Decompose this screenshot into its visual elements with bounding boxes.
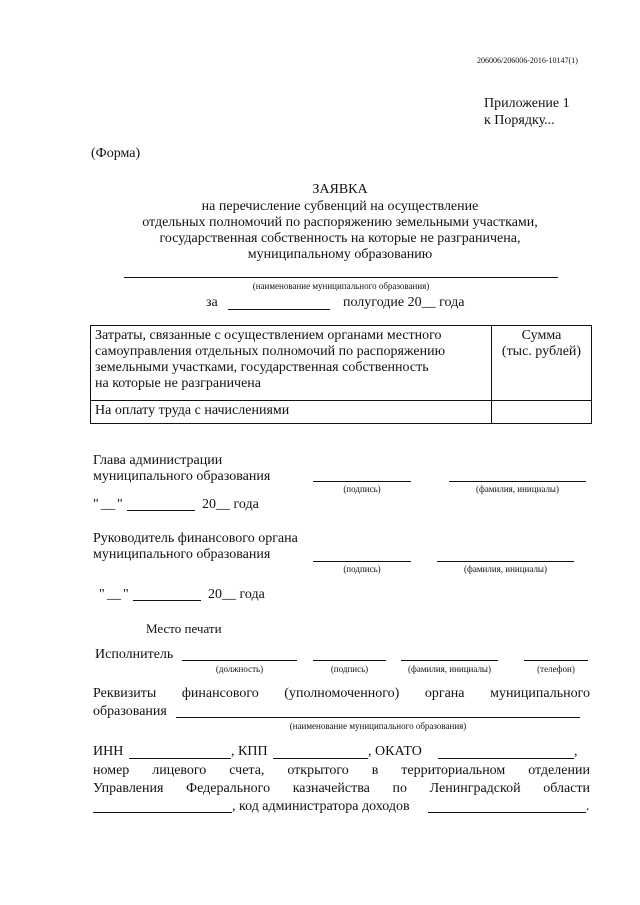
form-label: (Форма) bbox=[91, 146, 141, 161]
kpp-label: , КПП bbox=[231, 744, 268, 759]
appendix-line-1: Приложение 1 bbox=[484, 96, 570, 111]
head-admin-sign-line bbox=[313, 481, 411, 482]
period-blank-line bbox=[228, 309, 330, 310]
treasury-word: Ленинградской bbox=[429, 781, 521, 796]
treasury-word: Управления bbox=[93, 781, 164, 796]
account-word: отделении bbox=[528, 763, 590, 778]
requisites-line-1 bbox=[93, 686, 590, 702]
head-admin-date-quote-close: " bbox=[117, 497, 123, 512]
municipality-name-line bbox=[124, 277, 558, 278]
account-word: в bbox=[371, 763, 379, 778]
finance-head-date-year: 20__ года bbox=[208, 587, 265, 602]
account-word: открытого bbox=[287, 763, 349, 778]
executor-position-line bbox=[182, 660, 297, 661]
header-cell-sum bbox=[492, 326, 592, 401]
treasury-blank-line bbox=[93, 812, 232, 813]
table-row bbox=[91, 401, 592, 424]
treasury-word: Федерального bbox=[186, 781, 271, 796]
treasury-word: казначейства bbox=[292, 781, 370, 796]
inn-blank-line bbox=[129, 758, 231, 759]
header-expenses-line-4: на которые не разграничена bbox=[95, 376, 262, 391]
head-admin-sign-hint: (подпись) bbox=[343, 484, 381, 494]
header-sum-line-1: Сумма bbox=[521, 328, 562, 343]
requisites-name-hint: (наименование муниципального образования) bbox=[289, 721, 467, 731]
requisites-name-line bbox=[176, 717, 580, 718]
expenses-table bbox=[90, 325, 592, 424]
treasury-word: по bbox=[392, 781, 407, 796]
head-admin-name-line bbox=[449, 481, 586, 482]
period-suffix: полугодие 20__ года bbox=[343, 295, 465, 310]
title-line-4: муниципальному образованию bbox=[247, 247, 433, 262]
head-admin-line-1: Глава администрации bbox=[93, 453, 223, 468]
account-word: лицевого bbox=[152, 763, 207, 778]
finance-head-name-hint: (фамилия, инициалы) bbox=[464, 564, 547, 574]
document-code: 206006/206006-2016-10147(1) bbox=[477, 56, 578, 65]
requisites-word: (уполномоченного) bbox=[284, 686, 400, 701]
okato-end: , bbox=[574, 744, 578, 759]
head-admin-line-2: муниципального образования bbox=[93, 469, 271, 484]
revenue-admin-label: , код администратора доходов bbox=[232, 799, 410, 814]
requisites-word: муниципального bbox=[490, 686, 590, 701]
executor-name-line bbox=[401, 660, 498, 661]
finance-head-date-day: __ bbox=[107, 587, 121, 602]
treasury-word: области bbox=[543, 781, 590, 796]
row-cell-expense: На оплату труда с начислениями bbox=[91, 401, 492, 424]
head-admin-name-hint: (фамилия, инициалы) bbox=[476, 484, 559, 494]
account-word: территориальном bbox=[401, 763, 506, 778]
requisites-word: органа bbox=[424, 686, 465, 701]
finance-head-name-line bbox=[437, 561, 574, 562]
executor-sign-line bbox=[313, 660, 386, 661]
executor-position-hint: (должность) bbox=[215, 664, 264, 674]
requisites-word: Реквизиты bbox=[93, 686, 157, 701]
title-line-1: на перечисление субвенций на осуществление bbox=[201, 199, 479, 214]
executor-label: Исполнитель bbox=[95, 647, 174, 662]
okato-blank-line bbox=[438, 758, 574, 759]
treasury-line bbox=[93, 781, 590, 797]
municipality-name-hint: (наименование муниципального образования) bbox=[252, 281, 430, 291]
header-expenses-line-1: Затраты, связанные с осуществлением органами местного bbox=[95, 328, 442, 343]
header-expenses-line-3: земельными участками, государственная собственность bbox=[95, 360, 429, 375]
executor-name-hint: (фамилия, инициалы) bbox=[408, 664, 491, 674]
executor-phone-hint: (телефон) bbox=[537, 664, 575, 674]
kpp-blank-line bbox=[273, 758, 368, 759]
head-admin-date-month-line bbox=[127, 510, 195, 511]
finance-head-sign-line bbox=[313, 561, 411, 562]
account-word: счета, bbox=[229, 763, 265, 778]
header-cell-expenses bbox=[91, 326, 492, 401]
requisites-word: финансового bbox=[181, 686, 259, 701]
header-expenses-line-2: самоуправления отдельных полномочий по распоряжению bbox=[95, 344, 446, 359]
okato-label: , ОКАТО bbox=[368, 744, 422, 759]
executor-phone-line bbox=[524, 660, 588, 661]
finance-head-line-1: Руководитель финансового органа bbox=[93, 531, 298, 546]
document-title: ЗАЯВКА bbox=[312, 182, 368, 197]
row-cell-sum bbox=[492, 401, 592, 424]
executor-sign-hint: (подпись) bbox=[330, 664, 369, 674]
finance-head-line-2: муниципального образования bbox=[93, 547, 271, 562]
revenue-admin-line bbox=[428, 812, 586, 813]
table-header-row bbox=[91, 326, 592, 401]
account-word: номер bbox=[93, 763, 130, 778]
title-line-3: государственная собственность на которые не разграничена, bbox=[159, 231, 521, 246]
finance-head-sign-hint: (подпись) bbox=[343, 564, 381, 574]
head-admin-date-year: 20__ года bbox=[202, 497, 259, 512]
requisites-line-2-prefix: образования bbox=[93, 704, 167, 719]
appendix-line-2: к Порядку... bbox=[484, 113, 555, 128]
head-admin-date-quote-open: " bbox=[93, 497, 99, 512]
finance-head-date-month-line bbox=[133, 600, 201, 601]
header-sum-line-2: (тыс. рублей) bbox=[501, 344, 582, 359]
account-line bbox=[93, 763, 590, 779]
title-line-2: отдельных полномочий по распоряжению земельными участками, bbox=[142, 215, 538, 230]
head-admin-date-day: __ bbox=[101, 497, 115, 512]
finance-head-date-quote-open: " bbox=[99, 587, 105, 602]
inn-label: ИНН bbox=[93, 744, 124, 759]
finance-head-date-quote-close: " bbox=[123, 587, 129, 602]
revenue-admin-end: . bbox=[586, 799, 590, 814]
period-prefix: за bbox=[206, 295, 218, 310]
stamp-place: Место печати bbox=[146, 621, 222, 636]
